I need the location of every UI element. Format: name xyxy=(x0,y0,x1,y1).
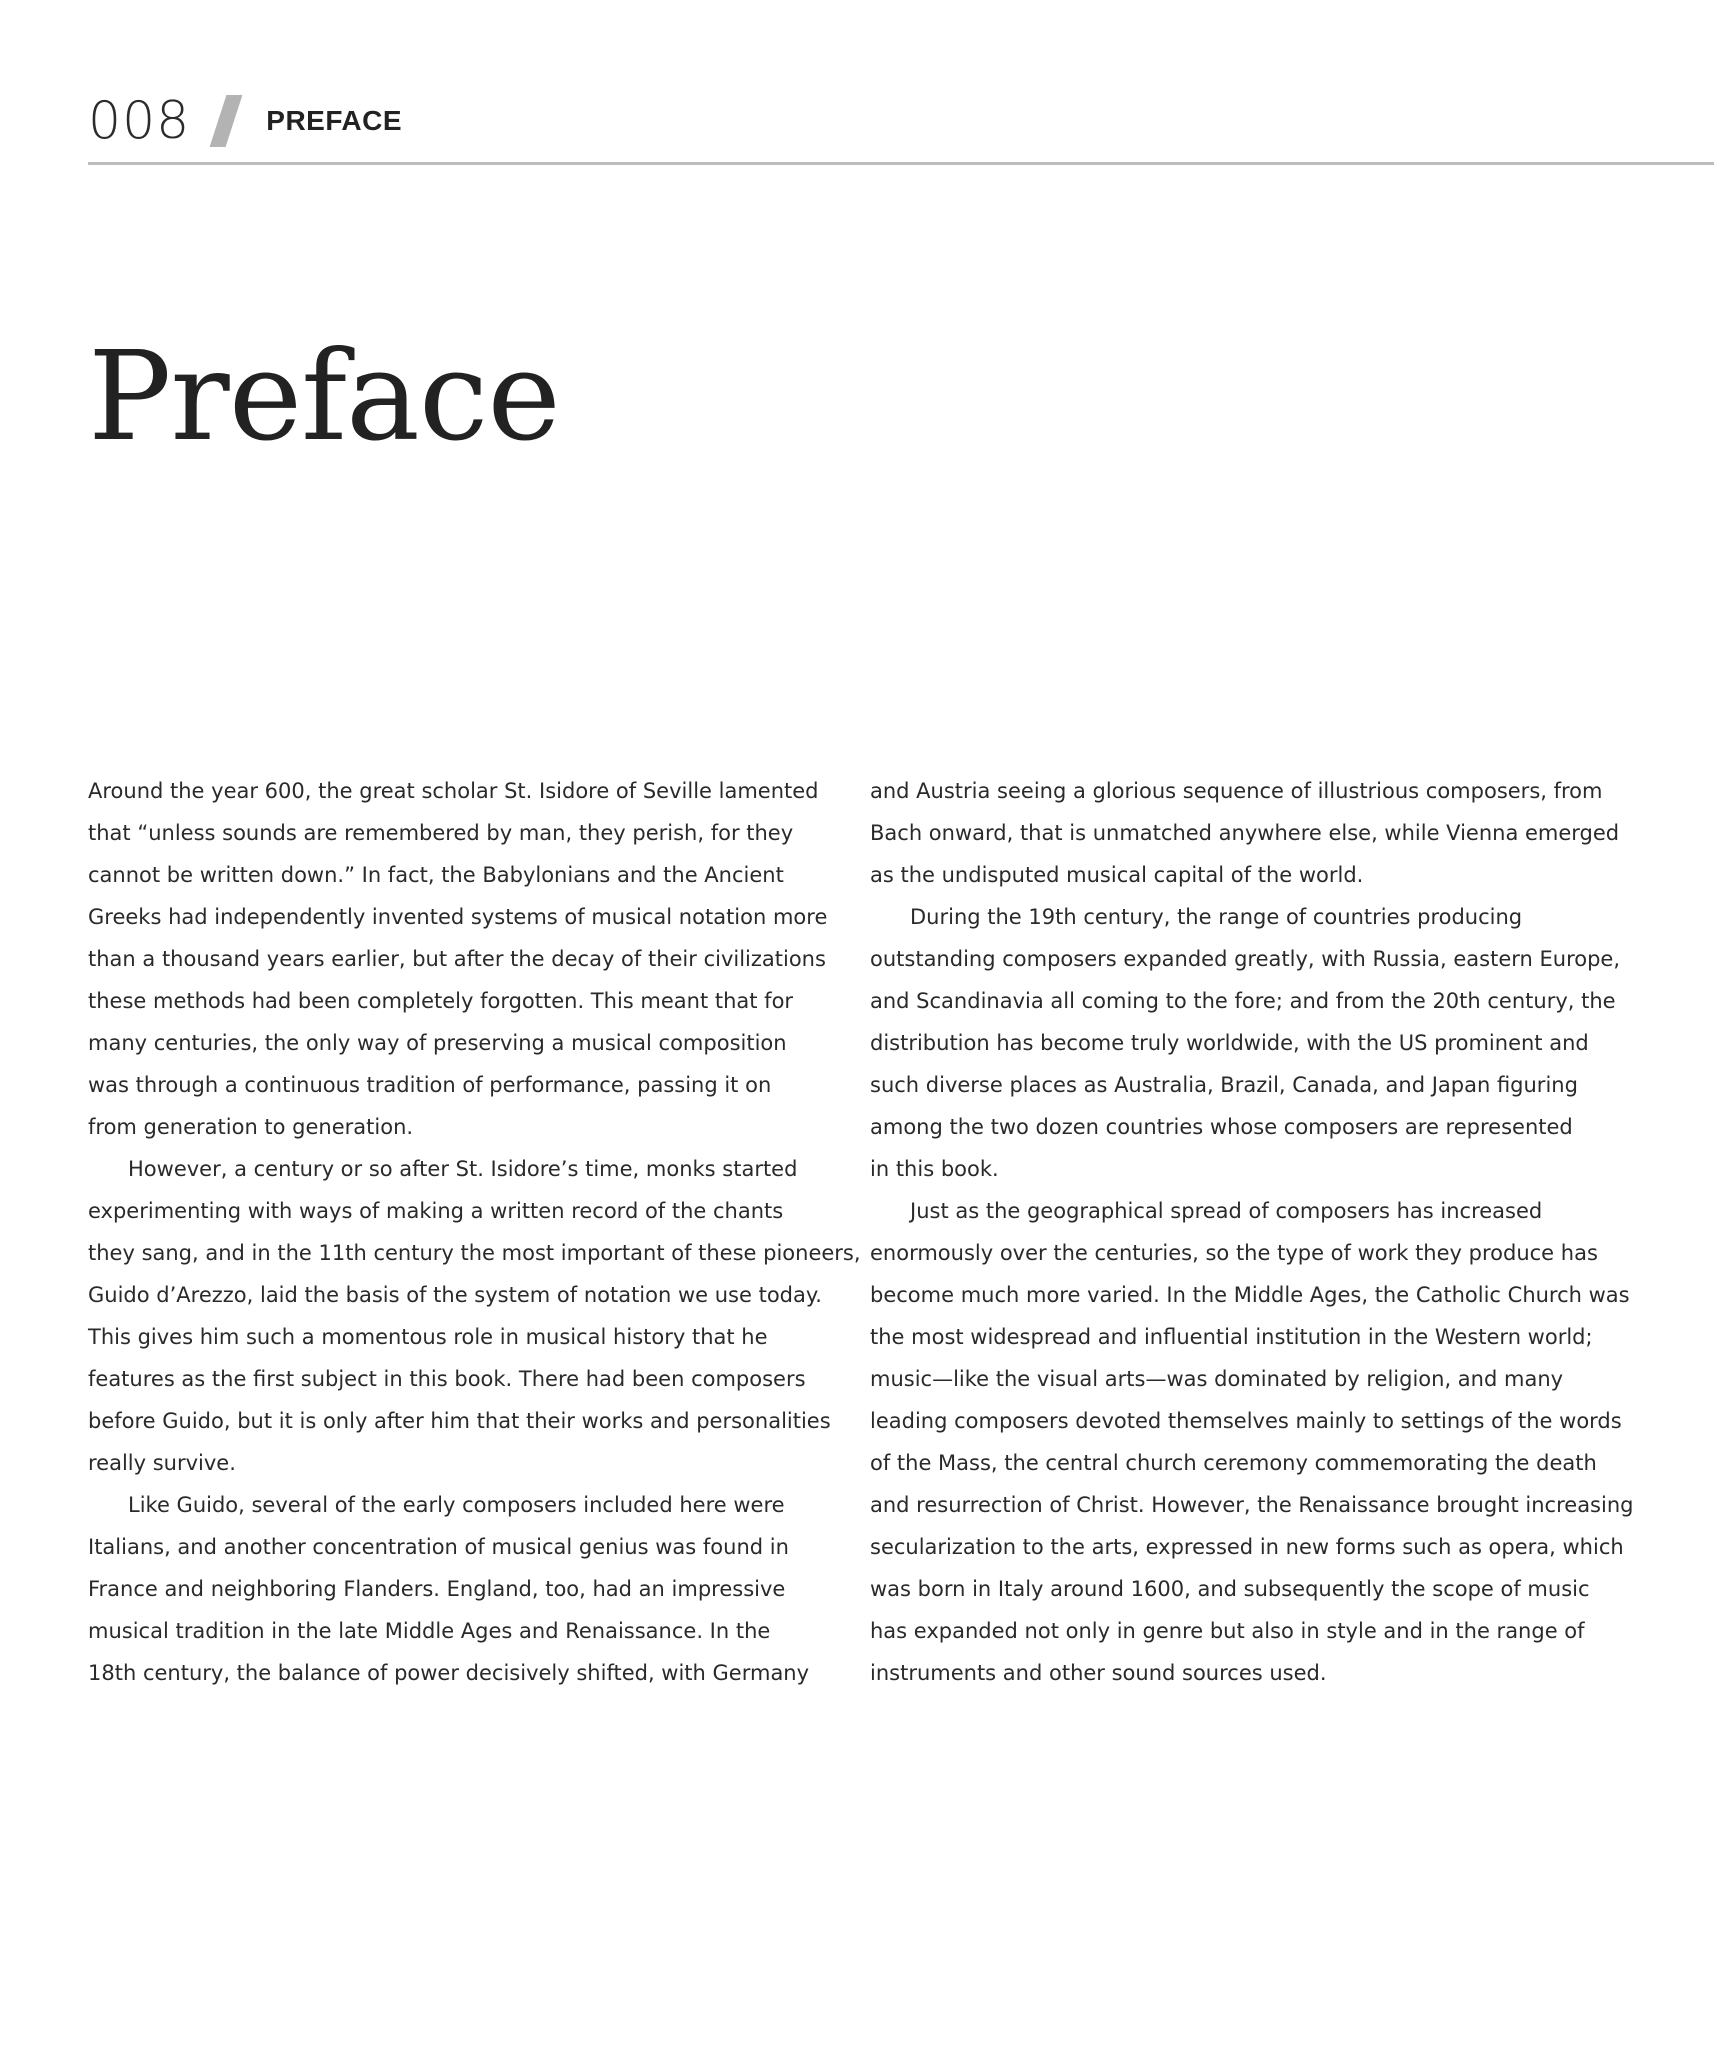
text-line: leading composers devoted themselves mainly to settings of the words xyxy=(870,1409,1622,1433)
text-line: has expanded not only in genre but also in style and in the range of xyxy=(870,1619,1585,1643)
header-rule xyxy=(88,162,1714,165)
text-column-left xyxy=(88,770,861,1694)
text-line: and Scandinavia all coming to the fore; and from the 20th century, the xyxy=(870,989,1616,1013)
text-line: was through a continuous tradition of performance, passing it on xyxy=(88,1073,772,1097)
page-number: 008 xyxy=(88,91,191,151)
text-line: they sang, and in the 11th century the most important of these pioneers, xyxy=(88,1241,861,1265)
text-line: instruments and other sound sources used. xyxy=(870,1661,1327,1685)
text-line: among the two dozen countries whose composers are represented xyxy=(870,1115,1573,1139)
text-line: and resurrection of Christ. However, the Renaissance brought increasing xyxy=(870,1493,1634,1517)
text-line: many centuries, the only way of preserving a musical composition xyxy=(88,1031,787,1055)
text-line: distribution has become truly worldwide, with the US prominent and xyxy=(870,1031,1589,1055)
text-line: features as the first subject in this book. There had been composers xyxy=(88,1367,806,1391)
text-line: of the Mass, the central church ceremony commemorating the death xyxy=(870,1451,1597,1475)
text-line: become much more varied. In the Middle Ages, the Catholic Church was xyxy=(870,1283,1630,1307)
text-line: 18th century, the balance of power decisively shifted, with Germany xyxy=(88,1661,810,1685)
text-line: outstanding composers expanded greatly, with Russia, eastern Europe, xyxy=(870,947,1621,971)
text-line: cannot be written down.” In fact, the Babylonians and the Ancient xyxy=(88,863,784,887)
text-line: secularization to the arts, expressed in new forms such as opera, which xyxy=(870,1535,1624,1559)
text-line: the most widespread and influential institution in the Western world; xyxy=(870,1325,1593,1349)
text-line: This gives him such a momentous role in musical history that he xyxy=(88,1325,768,1349)
text-line: these methods had been completely forgotten. This meant that for xyxy=(88,989,794,1013)
text-line: experimenting with ways of making a written record of the chants xyxy=(88,1199,784,1223)
text-line: in this book. xyxy=(870,1157,999,1181)
text-line: from generation to generation. xyxy=(88,1115,414,1139)
text-line: Greeks had independently invented systems of musical notation more xyxy=(88,905,828,929)
text-line: Just as the geographical spread of composers has increased xyxy=(910,1199,1543,1223)
text-line: and Austria seeing a glorious sequence of illustrious composers, from xyxy=(870,779,1603,803)
text-line: Italians, and another concentration of musical genius was found in xyxy=(88,1535,789,1559)
text-line: before Guido, but it is only after him that their works and personalities xyxy=(88,1409,831,1433)
text-line: Guido d’Arezzo, laid the basis of the system of notation we use today. xyxy=(88,1283,822,1307)
text-line: such diverse places as Australia, Brazil, Canada, and Japan figuring xyxy=(870,1073,1578,1097)
text-line: really survive. xyxy=(88,1451,236,1475)
slash-divider xyxy=(210,95,243,147)
text-line: music—like the visual arts—was dominated by religion, and many xyxy=(870,1367,1564,1391)
text-column-right xyxy=(870,770,1650,1694)
section-label: PREFACE xyxy=(266,105,403,136)
text-line: was born in Italy around 1600, and subsequently the scope of music xyxy=(870,1577,1590,1601)
text-line: However, a century or so after St. Isidore’s time, monks started xyxy=(128,1157,798,1181)
text-line: musical tradition in the late Middle Ages and Renaissance. In the xyxy=(88,1619,771,1643)
text-line: During the 19th century, the range of countries producing xyxy=(910,905,1523,929)
page-title: Preface xyxy=(88,325,560,469)
text-line: that “unless sounds are remembered by man, they perish, for they xyxy=(88,821,794,845)
running-head xyxy=(88,86,402,156)
text-line: Like Guido, several of the early composers included here were xyxy=(128,1493,785,1517)
text-line: as the undisputed musical capital of the world. xyxy=(870,863,1364,887)
text-line: than a thousand years earlier, but after the decay of their civilizations xyxy=(88,947,826,971)
text-line: France and neighboring Flanders. England, too, had an impressive xyxy=(88,1577,786,1601)
text-line: enormously over the centuries, so the type of work they produce has xyxy=(870,1241,1598,1265)
text-line: Around the year 600, the great scholar St. Isidore of Seville lamented xyxy=(88,779,819,803)
text-line: Bach onward, that is unmatched anywhere else, while Vienna emerged xyxy=(870,821,1620,845)
